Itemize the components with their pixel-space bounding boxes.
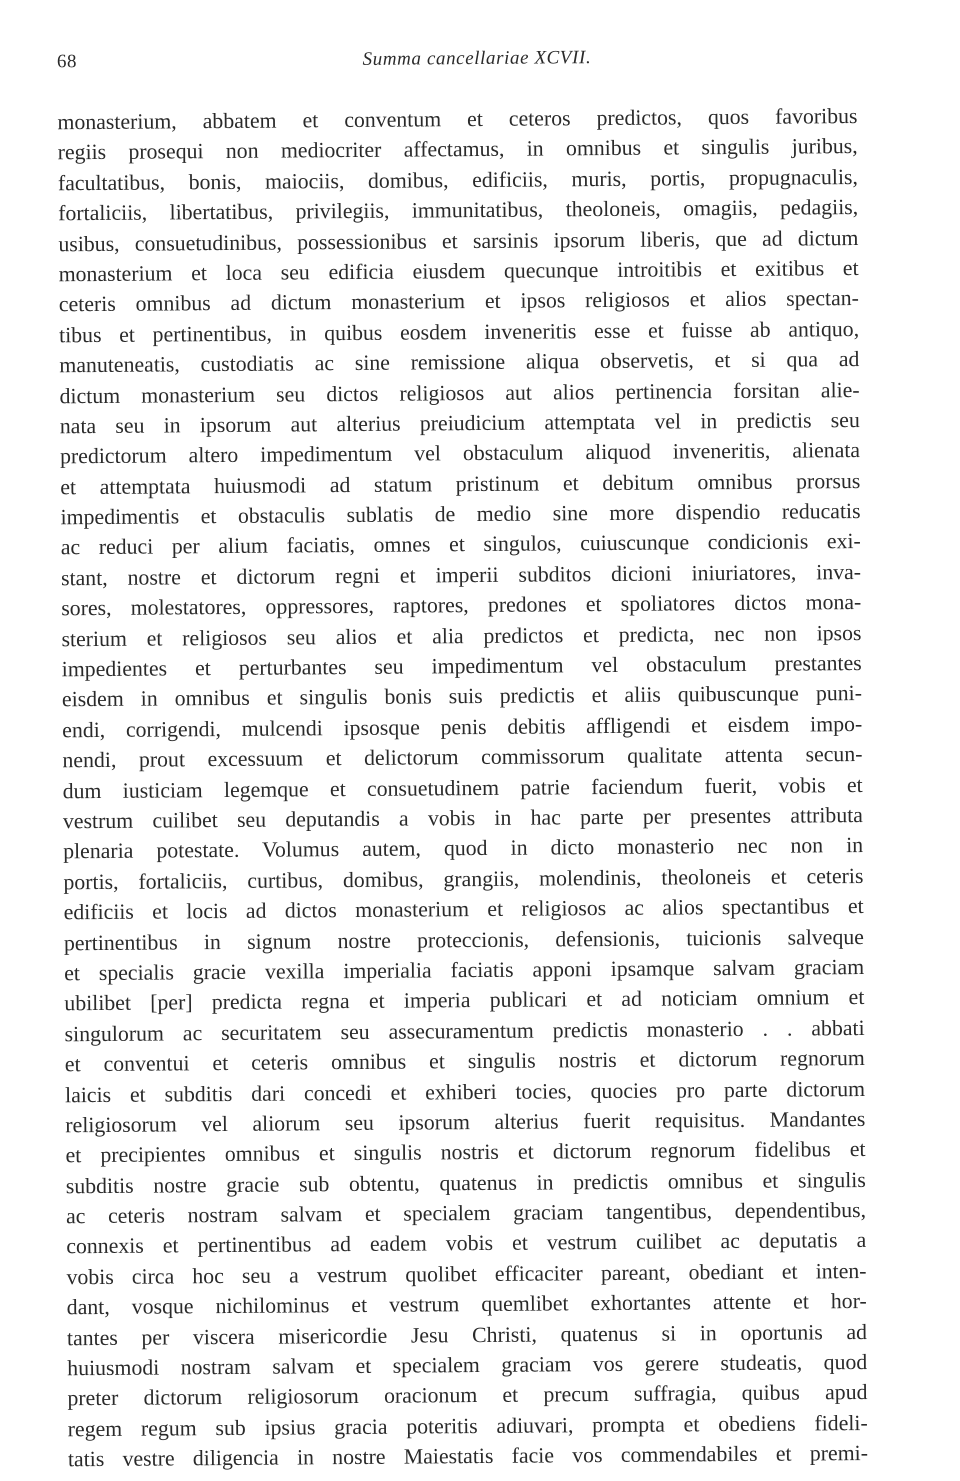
text-line: nendi, prout excessuum et delictorum commissorum qualitate attenta secun- [62, 742, 863, 773]
text-line: stant, nostre et dictorum regni et imperii subditos dicioni iniuriatores, inva- [60, 559, 862, 591]
text-line: ceteris omnibus ad dictum monasterium et ipsos religiosos et alios spectan- [58, 286, 859, 317]
text-line: subditis nostre gracie sub obtentu, quatenus in predictis omnibus et singulis [65, 1167, 866, 1198]
text-line: sores, molestatores, oppressores, raptores, predones et spoliatores dictos mona- [61, 590, 862, 621]
text-line: laicis et subditis dari concedi et exhiberi tocies, quocies pro parte dictorum [64, 1076, 866, 1107]
text-line: portis, fortaliciis, curtibus, domibus, grangiis, molendinis, theoloneis et ceteris [63, 863, 864, 895]
text-line: nata seu in ipsorum aut alterius preiudicium attemptata vel in predictis seu [59, 407, 860, 439]
text-line: dictum monasterium seu dictos religiosos aut alios pertinencia forsitan alie- [59, 377, 860, 408]
text-line: et conventui et ceteris omnibus et singulis nostris et dictorum regnorum [64, 1046, 865, 1077]
text-line: facultatibus, bonis, maiociis, domibus, edificiis, muris, portis, propugnaculis, [57, 164, 858, 196]
text-line: et precipientes omnibus et singulis nostris et dictorum regnorum fidelibus et [65, 1137, 866, 1168]
text-line: usibus, consuetudinibus, possessionibus et sarsinis ipsorum liberis, que ad dictum [58, 225, 859, 256]
page-header [57, 45, 867, 81]
text-line: edificiis et locis ad dictos monasterium et religiosos ac alios spectantibus et [63, 894, 864, 925]
text-line: tibus et pertinentibus, in quibus eosdem inveneritis esse et fuisse ab antiquo, [59, 316, 860, 348]
text-line: tatis vestre diligencia in nostre Maiestatis facie vos commendabiles et premi- [67, 1441, 869, 1472]
text-line: pertinentibus in signum nostre proteccionis, defensionis, tuicionis salveque [63, 924, 864, 955]
text-line: et attemptata huiusmodi ad statum pristinum et debitum omnibus prorsus [60, 468, 861, 499]
text-line: connexis et pertinentibus ad eadem vobis et vestrum cuilibet ac deputatis a [66, 1228, 867, 1259]
text-line: huiusmodi nostram salvam et specialem graciam vos gerere studeatis, quod [67, 1349, 868, 1381]
running-head: Summa cancellariae XCVII. [362, 47, 592, 70]
text-line: preter dictorum religiosorum oracionum et precum suffragia, quibus apud [67, 1380, 868, 1411]
text-line: monasterium, abbatem et conventum et ceteros predictos, quos favoribus [57, 104, 858, 135]
text-line: ubilibet [per] predicta regna et imperia publicari et ad noticiam omnium et [64, 985, 865, 1016]
text-line: singulorum ac securitatem seu assecuramentum predictis monasterio . . abbati [64, 1015, 865, 1046]
text-line: regem regum sub ipsius gracia poteritis adiuvari, prompta et obediens fideli- [67, 1410, 868, 1442]
text-line: predictorum altero impedimentum vel obstaculum aliquod inveneritis, alienata [59, 438, 861, 469]
text-line: tantes per viscera misericordie Jesu Christi, quatenus si in oportunis ad [66, 1319, 868, 1350]
text-line: dant, vosque nichilominus et vestrum quemlibet exhortantes attente et hor- [66, 1289, 867, 1320]
text-line: et specialis gracie vexilla imperialia faciatis apponi ipsamque salvam graciam [64, 954, 865, 986]
text-line: impedimentis et obstaculis sublatis de medio sine more dispendio reducatis [60, 499, 861, 530]
page-number: 68 [56, 51, 78, 73]
text-line: plenaria potestate. Volumus autem, quod in dicto monasterio nec non in [63, 833, 864, 864]
text-line: religiosorum vel aliorum seu ipsorum alterius fuerit requisitus. Mandantes [65, 1106, 866, 1138]
body-text [57, 101, 868, 1475]
text-line: eisdem in omnibus et singulis bonis suis predictis et aliis quibuscunque puni- [61, 681, 863, 712]
text-line: impedientes et perturbantes seu impedimentum vel obstaculum prestantes [61, 651, 862, 682]
text-line: ac ceteris nostram salvam et specialem graciam tangentibus, dependentibus, [65, 1198, 867, 1229]
text-line: manuteneatis, custodiatis ac sine remissione aliqua observetis, et si qua ad [59, 347, 860, 378]
text-line: ac reduci per alium faciatis, omnes et singulos, cuiuscunque condicionis exi- [60, 529, 861, 560]
text-line: fortaliciis, libertatibus, privilegiis, immunitatibus, theoloneis, omagiis, pedagiis, [58, 195, 859, 226]
text-line: sterium et religiosos seu alios et alia predictos et predicta, nec non ipsos [61, 620, 862, 651]
text-line: endi, corrigendi, mulcendi ipsosque penis debitis affligendi et eisdem impo- [62, 711, 863, 743]
text-line: dum iusticiam legemque et consuetudinem patrie faciendum fuerit, vobis et [62, 772, 863, 803]
text-line: vestrum cuilibet seu deputandis a vobis in hac parte per presentes attributa [62, 802, 864, 834]
text-line: regiis prosequi non mediocriter affectamus, in omnibus et singulis juribus, [57, 134, 858, 165]
text-line: vobis circa hoc seu a vestrum quolibet efficaciter pareant, obediant et inten- [66, 1258, 867, 1290]
text-line: monasterium et loca seu edificia eiusdem quecunque introitibis et exitibus et [58, 255, 859, 287]
